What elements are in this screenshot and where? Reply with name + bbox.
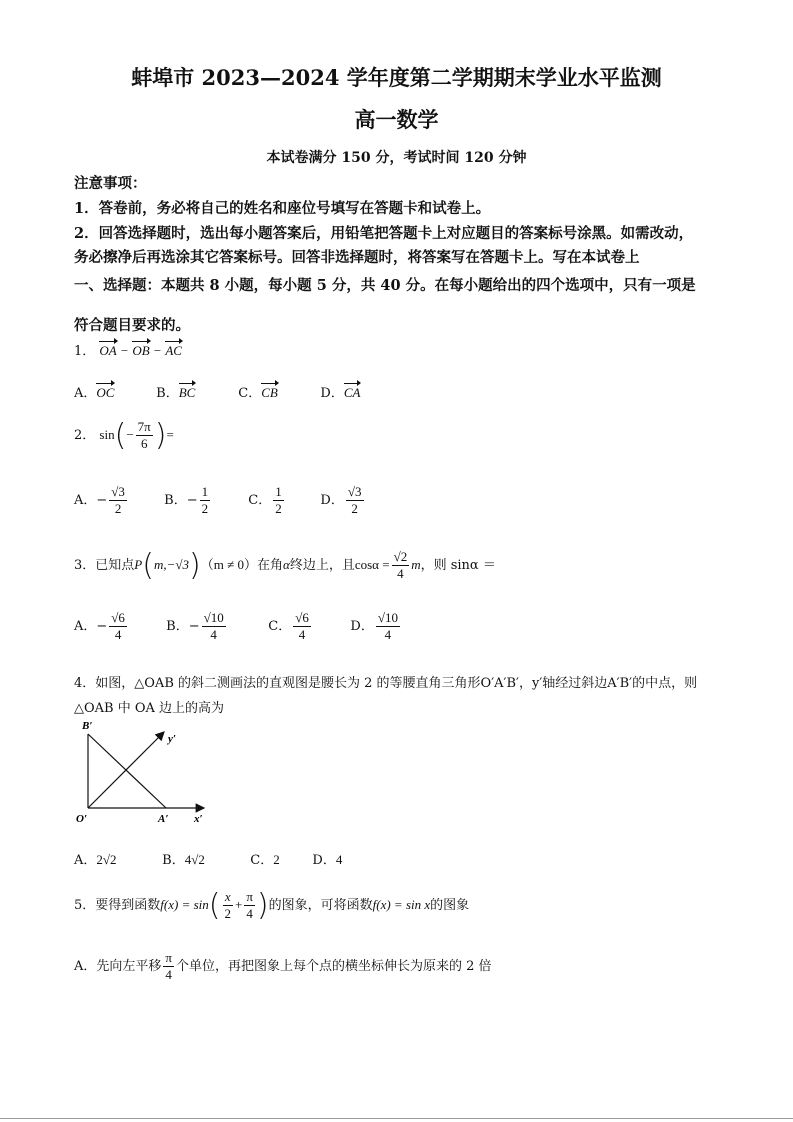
- q4-option-c: C．2: [250, 852, 280, 868]
- q5-function-1: f(x) = sin: [160, 897, 209, 912]
- exam-title: 蚌埠市 2023—2024 学年度第二学期期末学业水平监测: [131, 65, 662, 90]
- question-5: 5．要得到函数f(x) = sin( $\frac{x}{2}$ + $\frac{\pi}{4}$ )的图象，可将函数f(x) = sin x的图象: [74, 888, 470, 923]
- question-5-option-a: A．先向左平移 $\frac{\pi}{4}$ 个单位，再把图象上每个点的横坐标伸长为原来的 2 倍: [74, 950, 492, 982]
- q3-option-c: C． $\frac{√6}{4}$: [268, 610, 309, 642]
- q2-option-c: C． $\frac{1}{2}$: [248, 484, 282, 516]
- question-4-options: [74, 849, 342, 868]
- section-heading-line-2: 符合题目要求的。: [74, 317, 190, 334]
- q1-option-d: D．CA: [320, 385, 361, 401]
- q3-cos: cosα =: [354, 557, 390, 572]
- q1-vector-oa: OA: [99, 343, 117, 358]
- exam-info: 本试卷满分 150 分，考试时间 120 分钟: [266, 150, 527, 166]
- question-4-line-1: 4．如图，△OAB 的斜二测画法的直观图是腰长为 2 的等腰直角三角形O′A′B′，y′轴经过斜边A′B′的中点，则: [74, 676, 698, 691]
- q2-neg: −: [126, 427, 134, 442]
- q4-label-o: O′: [76, 813, 88, 825]
- q1-vector-ac: AC: [165, 343, 182, 358]
- q1-minus-2: −: [153, 343, 162, 358]
- q1-number: 1．: [74, 344, 96, 359]
- q1-option-a: A．OC: [74, 385, 115, 401]
- q4-label-a: A′: [158, 813, 169, 825]
- q2-option-a: A．− $\frac{√3}{2}$: [74, 484, 125, 516]
- q2-fraction: $\frac{7\pi}{6}$: [137, 419, 151, 451]
- question-4-line-2: △OAB 中 OA 边上的高为: [74, 701, 225, 716]
- notes-item-2-line-1: 2．回答选择题时，选出每小题答案后，用铅笔把答题卡上对应题目的答案标号涂黑。如需改动，: [74, 225, 694, 242]
- page-bottom-rule: [0, 1118, 793, 1119]
- q3-option-a: A．− $\frac{√6}{4}$: [74, 610, 125, 642]
- q3-condition: （m ≠ 0）: [200, 557, 257, 572]
- question-3: 3．已知点P(m,−√3)（m ≠ 0）在角α终边上，且cosα = $\frac{√2}{4}$ m，则 sinα ＝: [74, 548, 496, 583]
- section-heading-line-1: 一、选择题：本题共 8 小题，每小题 5 分，共 40 分。在每小题给出的四个选项中，只有一项是: [74, 277, 696, 294]
- q4-option-d: D．4: [312, 852, 343, 868]
- exam-subject: 高一数学: [354, 107, 439, 132]
- q4-label-y: y′: [168, 733, 176, 745]
- q1-option-b: B．BC: [156, 385, 196, 401]
- q2-option-d: D． $\frac{√3}{2}$: [320, 484, 362, 516]
- question-3-options: [74, 610, 402, 643]
- q2-option-b: B．− $\frac{1}{2}$: [164, 484, 209, 516]
- q1-vector-ob: OB: [132, 343, 150, 358]
- q4-figure: [74, 716, 224, 828]
- q1-minus-1: −: [120, 343, 129, 358]
- question-2: 2． sin(− $\frac{7\pi}{6}$ )=: [74, 418, 174, 453]
- q5-function-2: f(x) = sin x: [372, 897, 431, 912]
- q2-number: 2．: [74, 428, 96, 443]
- q4-label-b: B′: [82, 720, 93, 732]
- question-1-options: [74, 382, 360, 401]
- q3-option-b: B．− $\frac{√10}{4}$: [166, 610, 224, 642]
- notes-item-1: 1．答卷前，务必将自己的姓名和座位号填写在答题卡和试卷上。: [74, 200, 491, 217]
- q3-option-d: D． $\frac{√10}{4}$: [350, 610, 398, 642]
- q2-sin: sin: [99, 427, 115, 442]
- q3-point-coords: m,−√3: [153, 557, 189, 572]
- question-2-options: [74, 484, 366, 517]
- q1-option-c: C．CB: [238, 385, 278, 401]
- notes-item-2-line-2: 务必擦净后再选涂其它答案标号。回答非选择题时，将答案写在答题卡上。写在本试卷上: [74, 249, 640, 266]
- q3-fraction: $\frac{√2}{4}$: [393, 549, 408, 581]
- question-1: [74, 340, 182, 359]
- notes-heading: 注意事项：: [74, 175, 147, 192]
- q4-label-x: x′: [194, 813, 203, 825]
- q4-option-a: A．2√2: [74, 852, 117, 868]
- q4-option-b: B．4√2: [162, 852, 205, 868]
- q2-equals: =: [166, 427, 174, 442]
- q3-point-p: P: [134, 557, 143, 572]
